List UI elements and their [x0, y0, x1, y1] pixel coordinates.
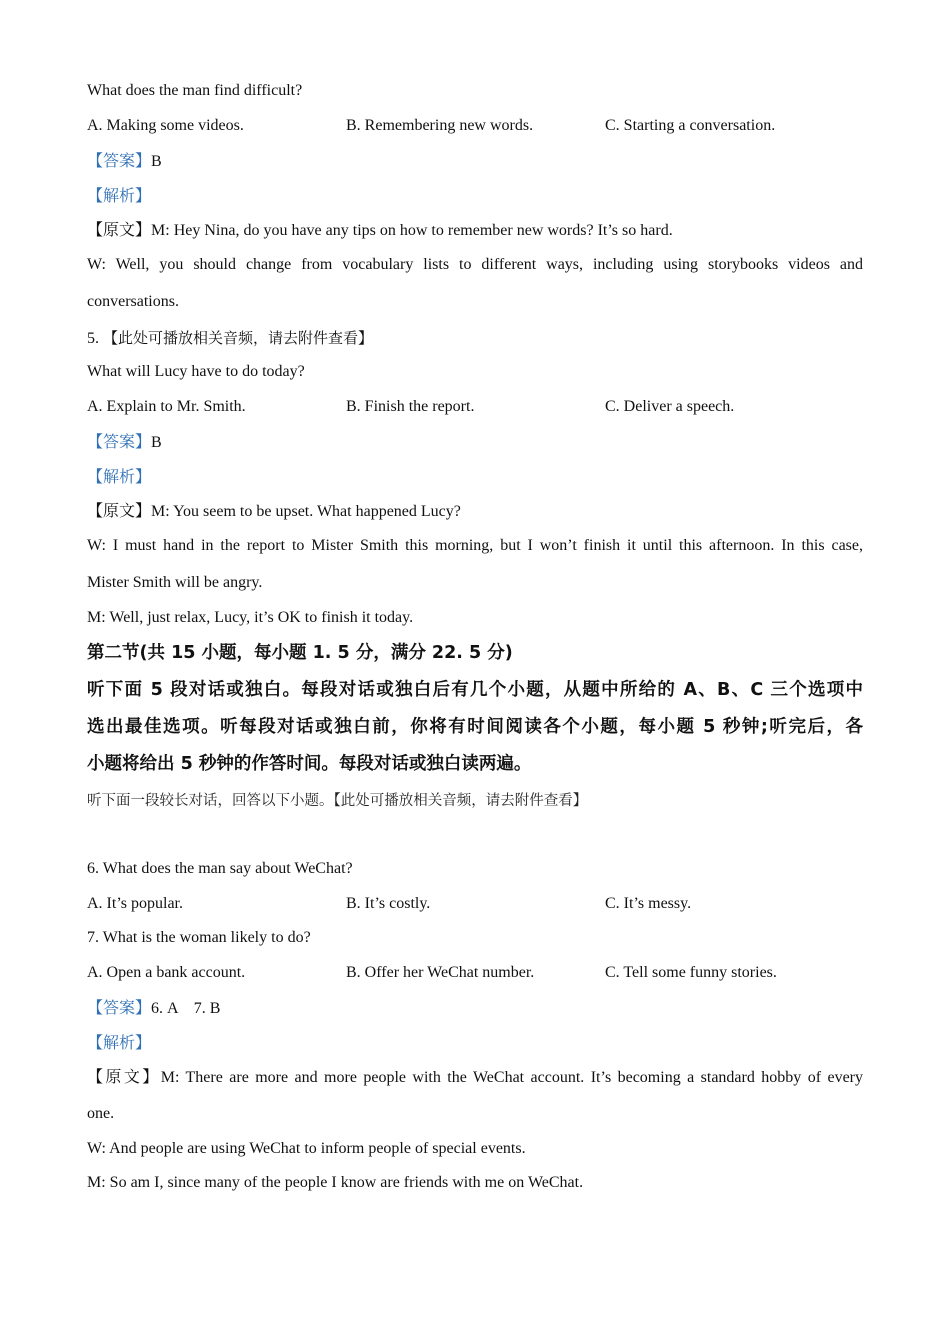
transcript-line: W: And people are using WeChat to inform people of special events. — [87, 1140, 526, 1157]
option-c: C. Deliver a speech. — [605, 398, 735, 415]
option-b: B. Finish the report. — [346, 398, 475, 415]
transcript-line: W: Well, you should change from vocabulary lists to different ways, including using storybooks videos and — [87, 256, 863, 273]
transcript-line — [87, 220, 673, 241]
transcript-text: M: Hey Nina, do you have any tips on how to remember new words? It’s so hard. — [151, 222, 673, 239]
answer-line — [87, 151, 162, 172]
option-b: B. It’s costly. — [346, 895, 431, 912]
section-heading: 第二节(共 15 小题，每小题 1. 5 分，满分 22. 5 分) — [87, 643, 513, 663]
option-a: A. Making some videos. — [87, 117, 244, 134]
option-a: A. Open a bank account. — [87, 964, 246, 981]
answer-line — [87, 432, 162, 453]
transcript-text: M: You seem to be upset. What happened Lucy? — [151, 503, 461, 520]
option-a: A. It’s popular. — [87, 895, 183, 912]
transcript-line — [87, 501, 461, 522]
option-c: C. Tell some funny stories. — [605, 964, 777, 981]
question-number-line — [87, 328, 373, 349]
option-c: C. It’s messy. — [605, 895, 692, 912]
transcript-line: M: Well, just relax, Lucy, it’s OK to finish it today. — [87, 609, 414, 626]
option-c: C. Starting a conversation. — [605, 117, 776, 134]
original-label: 【原文】 — [87, 1067, 161, 1086]
question-text: 6. What does the man say about WeChat? — [87, 860, 353, 877]
question-text: 7. What is the woman likely to do? — [87, 929, 311, 946]
analysis-label: 【解析】 — [87, 186, 152, 205]
original-label: 【原文】 — [87, 220, 152, 239]
transcript-line — [87, 1067, 863, 1088]
question-number: 5. — [87, 330, 103, 347]
option-a: A. Explain to Mr. Smith. — [87, 398, 246, 415]
transcript-text: M: There are more and more people with the WeChat account. It’s becoming a standard hobby of every — [160, 1069, 863, 1086]
option-b: B. Offer her WeChat number. — [346, 964, 535, 981]
answer-label: 【答案】 — [87, 432, 152, 451]
answer-line — [87, 998, 220, 1019]
instruction-line: 听下面 5 段对话或独白。每段对话或独白后有几个小题，从题中所给的 A、B、C 三个选项中 — [87, 680, 863, 700]
analysis-label: 【解析】 — [87, 467, 152, 486]
transcript-line: conversations. — [87, 293, 179, 310]
transcript-line: one. — [87, 1105, 115, 1122]
transcript-line: Mister Smith will be angry. — [87, 574, 263, 591]
answer-value: B — [151, 434, 162, 451]
question-text: What does the man find difficult? — [87, 82, 303, 99]
answer-value: B — [151, 153, 162, 170]
answer-value: 6. A 7. B — [151, 1000, 221, 1017]
original-label: 【原文】 — [87, 501, 152, 520]
instruction-line: 选出最佳选项。听每段对话或独白前，你将有时间阅读各个小题，每小题 5 秒钟;听完后，各 — [87, 717, 863, 737]
transcript-line: W: I must hand in the report to Mister Smith this morning, but I won’t finish it until this afternoon. In this case, — [87, 537, 863, 554]
instruction-line: 小题将给出 5 秒钟的作答时间。每段对话或独白读两遍。 — [87, 754, 532, 774]
option-b: B. Remembering new words. — [346, 117, 534, 134]
transcript-line: M: So am I, since many of the people I know are friends with me on WeChat. — [87, 1174, 584, 1191]
analysis-label: 【解析】 — [87, 1033, 152, 1052]
audio-note: 【此处可播放相关音频，请去附件查看】 — [103, 329, 374, 347]
listen-note: 听下面一段较长对话，回答以下小题。【此处可播放相关音频，请去附件查看】 — [87, 793, 588, 809]
question-text: What will Lucy have to do today? — [87, 363, 305, 380]
answer-label: 【答案】 — [87, 151, 152, 170]
answer-label: 【答案】 — [87, 998, 152, 1017]
